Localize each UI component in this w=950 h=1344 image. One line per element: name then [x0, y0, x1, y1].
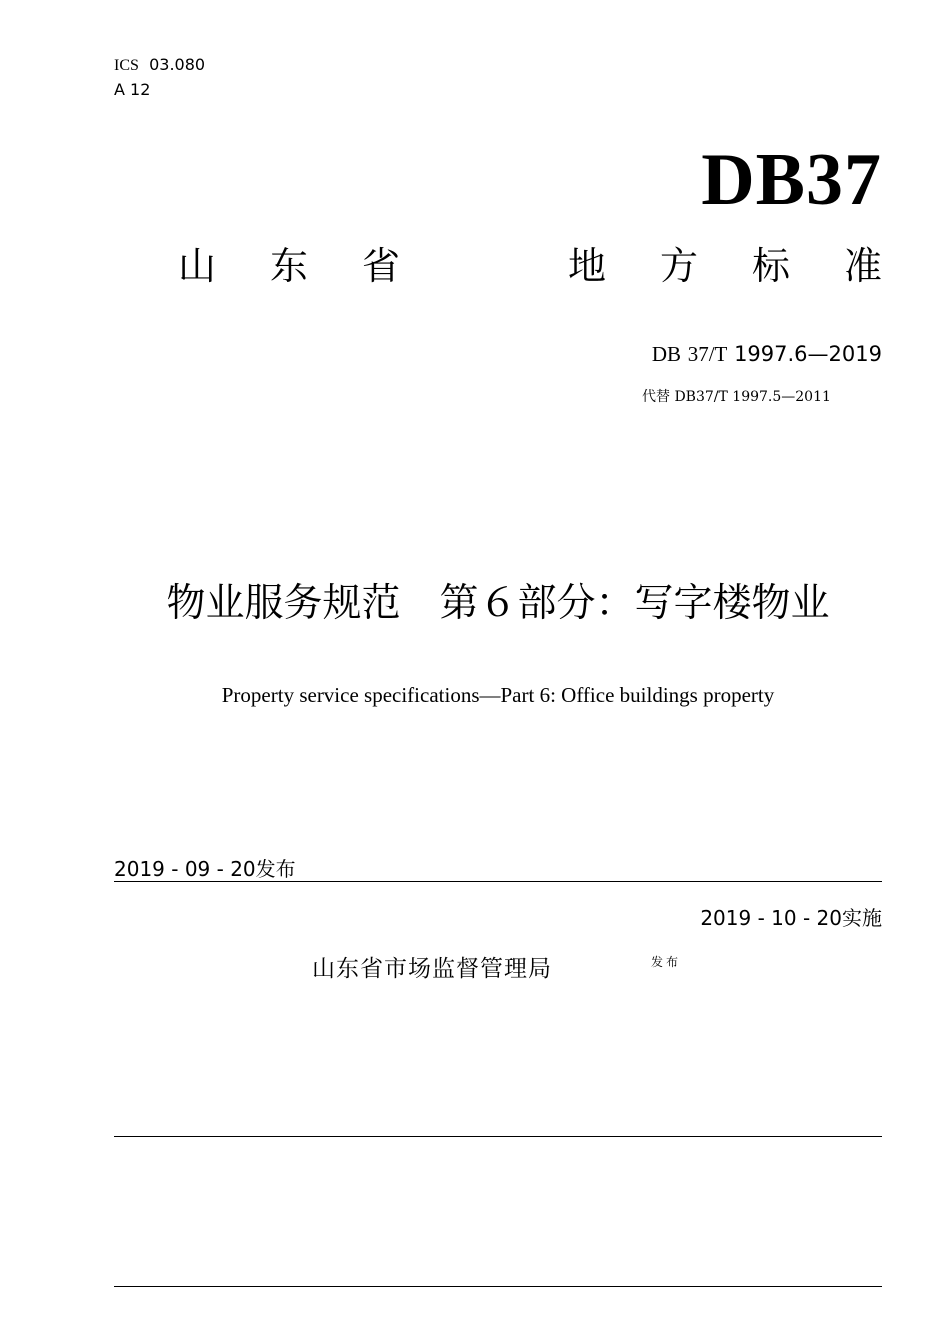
standard-type-char: 山 [178, 244, 217, 288]
title-english: Property service specifications—Part 6: Office buildings property [221, 683, 775, 707]
publish-date: 2019 - 09 - 20发布 [114, 857, 296, 881]
issuing-authority: 山东省市场监督管理局 [312, 956, 552, 982]
divider [114, 1136, 882, 1137]
classification-code: A 12 [114, 80, 151, 99]
divider [114, 881, 882, 882]
ics-code [114, 55, 205, 76]
ics-label: ICS [114, 57, 139, 74]
divider [114, 1286, 882, 1287]
db-mark: DB37 [701, 139, 882, 221]
standard-number [652, 340, 882, 368]
standard-type-gap [454, 242, 514, 290]
standard-type-char: 方 [659, 244, 698, 288]
standard-number-code: 37/T [687, 342, 728, 366]
standard-number-value: 1997.6—2019 [734, 342, 882, 366]
standard-type-char: 省 [362, 244, 401, 288]
replaces-note: 代替 DB37/T 1997.5—2011 [642, 389, 831, 405]
issuing-suffix: 发布 [651, 955, 682, 969]
title-chinese: 物业服务规范 第６部分：写字楼物业 [166, 581, 830, 626]
standard-type [178, 242, 882, 290]
implementation-date: 2019 - 10 - 20实施 [700, 906, 882, 930]
ics-number: 03.080 [149, 55, 206, 74]
standard-number-prefix: DB [651, 342, 682, 366]
standard-type-char: 标 [751, 244, 790, 288]
standard-type-char: 准 [843, 244, 882, 288]
standard-type-char: 东 [270, 244, 309, 288]
standard-type-char: 地 [567, 244, 606, 288]
